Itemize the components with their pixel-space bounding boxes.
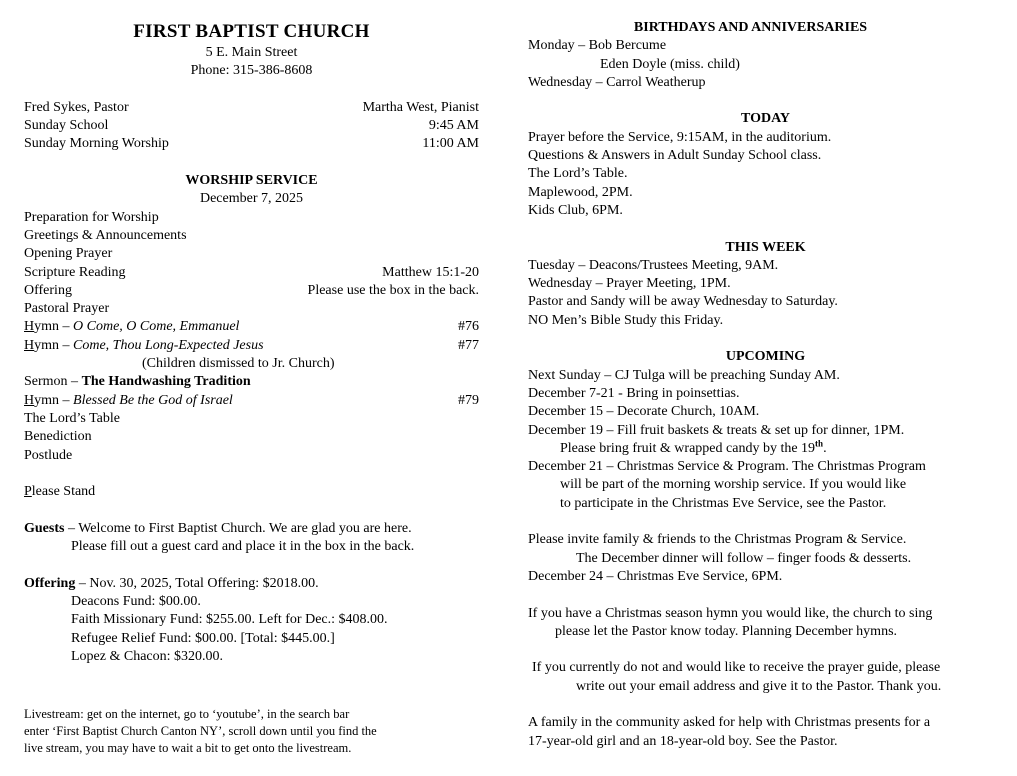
week-item: NO Men’s Bible Study this Friday. [528, 312, 724, 328]
sermon-title: The Handwashing Tradition [81, 374, 251, 390]
hymn-item: Hymn – Blessed Be the God of Israel #79 [24, 392, 479, 410]
pianist-name: Martha West, Pianist [362, 99, 479, 115]
worship-heading: WORSHIP SERVICE [185, 173, 318, 189]
upcoming-heading: UPCOMING [725, 349, 806, 365]
hymn-title: Come, Thou Long-Expected Jesus [73, 337, 264, 353]
birthdays-section [528, 19, 1003, 92]
church-name: FIRST BAPTIST CHURCH [133, 21, 370, 42]
offering-note: Please use the box in the back. [307, 282, 479, 298]
today-item: Maplewood, 2PM. [528, 184, 633, 200]
today-item: Kids Club, 6PM. [528, 202, 623, 218]
staff-row [24, 99, 479, 117]
fund-line: Refugee Relief Fund: $00.00. [Total: $445.00.] [71, 630, 335, 646]
invite-section: Please invite family & friends to the Christmas Program & Service. The December dinner will follow – finger foods & desserts. December 24 – Christmas Eve Service, 6PM. [528, 532, 912, 584]
order-item: Pastoral Prayer [24, 301, 110, 317]
order-item [24, 264, 479, 282]
upcoming-section [528, 348, 1003, 513]
today-section [528, 110, 1003, 220]
upcoming-item: Next Sunday – CJ Tulga will be preaching Sunday AM. [528, 367, 840, 383]
week-item: Wednesday – Prayer Meeting, 1PM. [528, 276, 731, 292]
staff-schedule [24, 99, 479, 154]
upcoming-item-note: to participate in the Christmas Eve Service, see the Pastor. [560, 495, 887, 511]
birthday-line: Wednesday – Carrol Weatherup [528, 74, 706, 90]
this-week-section [528, 239, 1003, 330]
week-item: Tuesday – Deacons/Trustees Meeting, 9AM. [528, 257, 779, 273]
today-item: Questions & Answers in Adult Sunday School class. [528, 148, 822, 164]
guests-label: Guests [24, 520, 65, 536]
hymn-title: O Come, O Come, Emmanuel [73, 319, 240, 335]
worship-date: December 7, 2025 [199, 191, 304, 207]
sunday-school-time: 9:45 AM [428, 118, 479, 134]
sunday-school-label: Sunday School [24, 118, 109, 134]
hymn-number: #76 [458, 319, 479, 335]
offering-label: Offering [24, 282, 72, 298]
stand-marker: H [24, 337, 35, 353]
upcoming-item: December 15 – Decorate Church, 10AM. [528, 404, 760, 420]
worship-label: Sunday Morning Worship [24, 136, 169, 152]
this-week-heading: THIS WEEK [725, 239, 806, 255]
worship-time: 11:00 AM [422, 136, 479, 152]
upcoming-item-note: will be part of the morning worship service. If you would like [560, 477, 907, 493]
sermon-item: Sermon – The Handwashing Tradition [24, 374, 251, 390]
church-header [24, 20, 479, 81]
order-item: Greetings & Announcements [24, 227, 187, 243]
hymn-number: #79 [458, 392, 479, 408]
order-item: Preparation for Worship [24, 209, 159, 225]
prayer-guide-section: If you currently do not and would like to receive the prayer guide, please write out your email address and give it to the Pastor. Thank you. [532, 660, 942, 694]
offering-section: Offering – Nov. 30, 2025, Total Offering: $2018.00. Deacons Fund: $00.00. Faith Missionary Fund: $255.00. Left for Dec.: $408.00. Refugee Relief Fund: $00.00. [Total: $445.00.] Lopez & Chacon: $320.00. [24, 575, 479, 666]
children-dismissed-note: (Children dismissed to Jr. Church) [142, 356, 335, 372]
scripture-label: Scripture Reading [24, 264, 126, 280]
church-phone: Phone: 315-386-8608 [190, 63, 313, 79]
fund-line: Deacons Fund: $00.00. [71, 593, 201, 609]
hymn-item: Hymn – O Come, O Come, Emmanuel #76 [24, 318, 479, 336]
birthday-line: Monday – Bob Bercume [528, 38, 667, 54]
stand-marker: H [24, 392, 35, 408]
bulletin-left-column [24, 20, 479, 757]
order-item [24, 282, 479, 300]
hymn-item: Hymn – Come, Thou Long-Expected Jesus #77 [24, 337, 479, 355]
pastor-name: Fred Sykes, Pastor [24, 99, 129, 115]
worship-service [24, 172, 479, 501]
upcoming-item-note: Please bring fruit & wrapped candy by the 19th. [560, 438, 827, 456]
fund-line: Lopez & Chacon: $320.00. [71, 648, 224, 664]
upcoming-item: December 21 – Christmas Service & Program. The Christmas Program [528, 459, 926, 475]
please-stand-legend: Please Stand [24, 484, 96, 500]
church-address: 5 E. Main Street [205, 45, 298, 60]
order-item: Opening Prayer [24, 246, 113, 262]
bulletin-right-column [528, 19, 1003, 751]
scripture-reference: Matthew 15:1-20 [382, 264, 479, 280]
fund-line: Faith Missionary Fund: $255.00. Left for Dec.: $408.00. [71, 612, 388, 628]
upcoming-item: December 19 – Fill fruit baskets & treats & set up for dinner, 1PM. [528, 422, 905, 438]
today-item: Prayer before the Service, 9:15AM, in the auditorium. [528, 129, 832, 145]
order-item: Benediction [24, 429, 92, 445]
livestream-instructions: Livestream: get on the internet, go to ‘youtube’, in the search bar enter ‘First Baptist Church Canton NY’, scroll down until you find the live stream, you may have to wait a bit to get onto the livestream. [24, 707, 377, 756]
hymn-title: Blessed Be the God of Israel [73, 392, 233, 408]
staff-row [24, 117, 479, 135]
order-item: The Lord’s Table [24, 410, 120, 426]
order-item: Postlude [24, 447, 73, 463]
stand-marker: H [24, 319, 35, 335]
upcoming-item: December 7-21 - Bring in poinsettias. [528, 385, 740, 401]
guests-section: Guests – Welcome to First Baptist Church. We are glad you are here. Please fill out a guest card and place it in the box in the back. [24, 520, 415, 555]
offering-report-label: Offering [24, 575, 76, 591]
week-item: Pastor and Sandy will be away Wednesday to Saturday. [528, 294, 838, 310]
birthday-line: Eden Doyle (miss. child) [600, 56, 740, 72]
hymn-number: #77 [458, 337, 479, 353]
birthdays-heading: BIRTHDAYS AND ANNIVERSARIES [633, 20, 868, 35]
hymn-request-section: If you have a Christmas season hymn you would like, the church to sing please let the Pastor know today. Planning December hymns. [528, 605, 933, 639]
today-item: The Lord’s Table. [528, 166, 628, 182]
today-heading: TODAY [740, 111, 791, 127]
staff-row [24, 135, 479, 153]
family-help-section: A family in the community asked for help with Christmas presents for a 17-year-old girl and an 18-year-old boy. See the Pastor. [528, 715, 931, 749]
